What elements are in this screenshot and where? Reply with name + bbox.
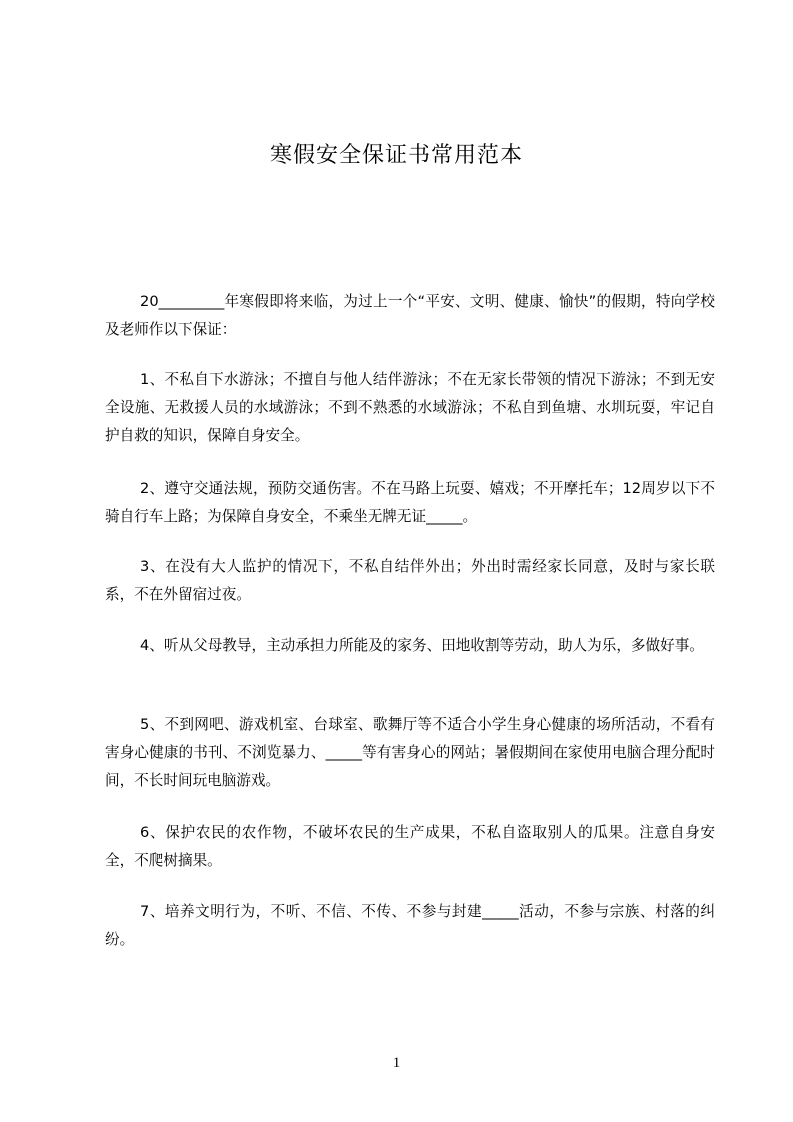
- intro-paragraph: 20_________年寒假即将来临，为过上一个“平安、文明、健康、愉快”的假期，特向学校及老师作以下保证：: [105, 293, 715, 338]
- clause-7-paragraph: 7、培养文明行为，不听、不信、不传、不参与封建_____活动，不参与宗族、村落的纠纷。: [105, 903, 715, 948]
- clause-4-paragraph: 4、听从父母教导，主动承担力所能及的家务、田地收割等劳动，助人为乐，多做好事。: [140, 637, 704, 654]
- page-number: 1: [392, 1055, 401, 1071]
- clause-3-paragraph: 3、在没有大人监护的情况下，不私自结伴外出；外出时需经家长同意，及时与家长联系，不在外留宿过夜。: [105, 558, 715, 603]
- clause-2-paragraph: 2、遵守交通法规，预防交通伤害。不在马路上玩耍、嬉戏；不开摩托车；12周岁以下不骑自行车上路；为保障自身安全，不乘坐无牌无证_____。: [105, 480, 715, 525]
- clause-5-paragraph: 5、不到网吧、游戏机室、台球室、歌舞厅等不适合小学生身心健康的场所活动，不看有害身心健康的书刊、不浏览暴力、_____等有害身心的网站；暑假期间在家使用电脑合理分配时间，不长时间玩电脑游戏。: [105, 716, 715, 789]
- clause-6-paragraph: 6、保护农民的农作物，不破坏农民的生产成果，不私自盗取别人的瓜果。注意自身安全，不爬树摘果。: [105, 824, 715, 869]
- clause-1-paragraph: 1、不私自下水游泳；不擅自与他人结伴游泳；不在无家长带领的情况下游泳；不到无安全设施、无救援人员的水域游泳；不到不熟悉的水域游泳；不私自到鱼塘、水圳玩耍，牢记自护自救的知识，保障自身安全。: [105, 371, 715, 444]
- document-title: 寒假安全保证书常用范本: [269, 143, 523, 168]
